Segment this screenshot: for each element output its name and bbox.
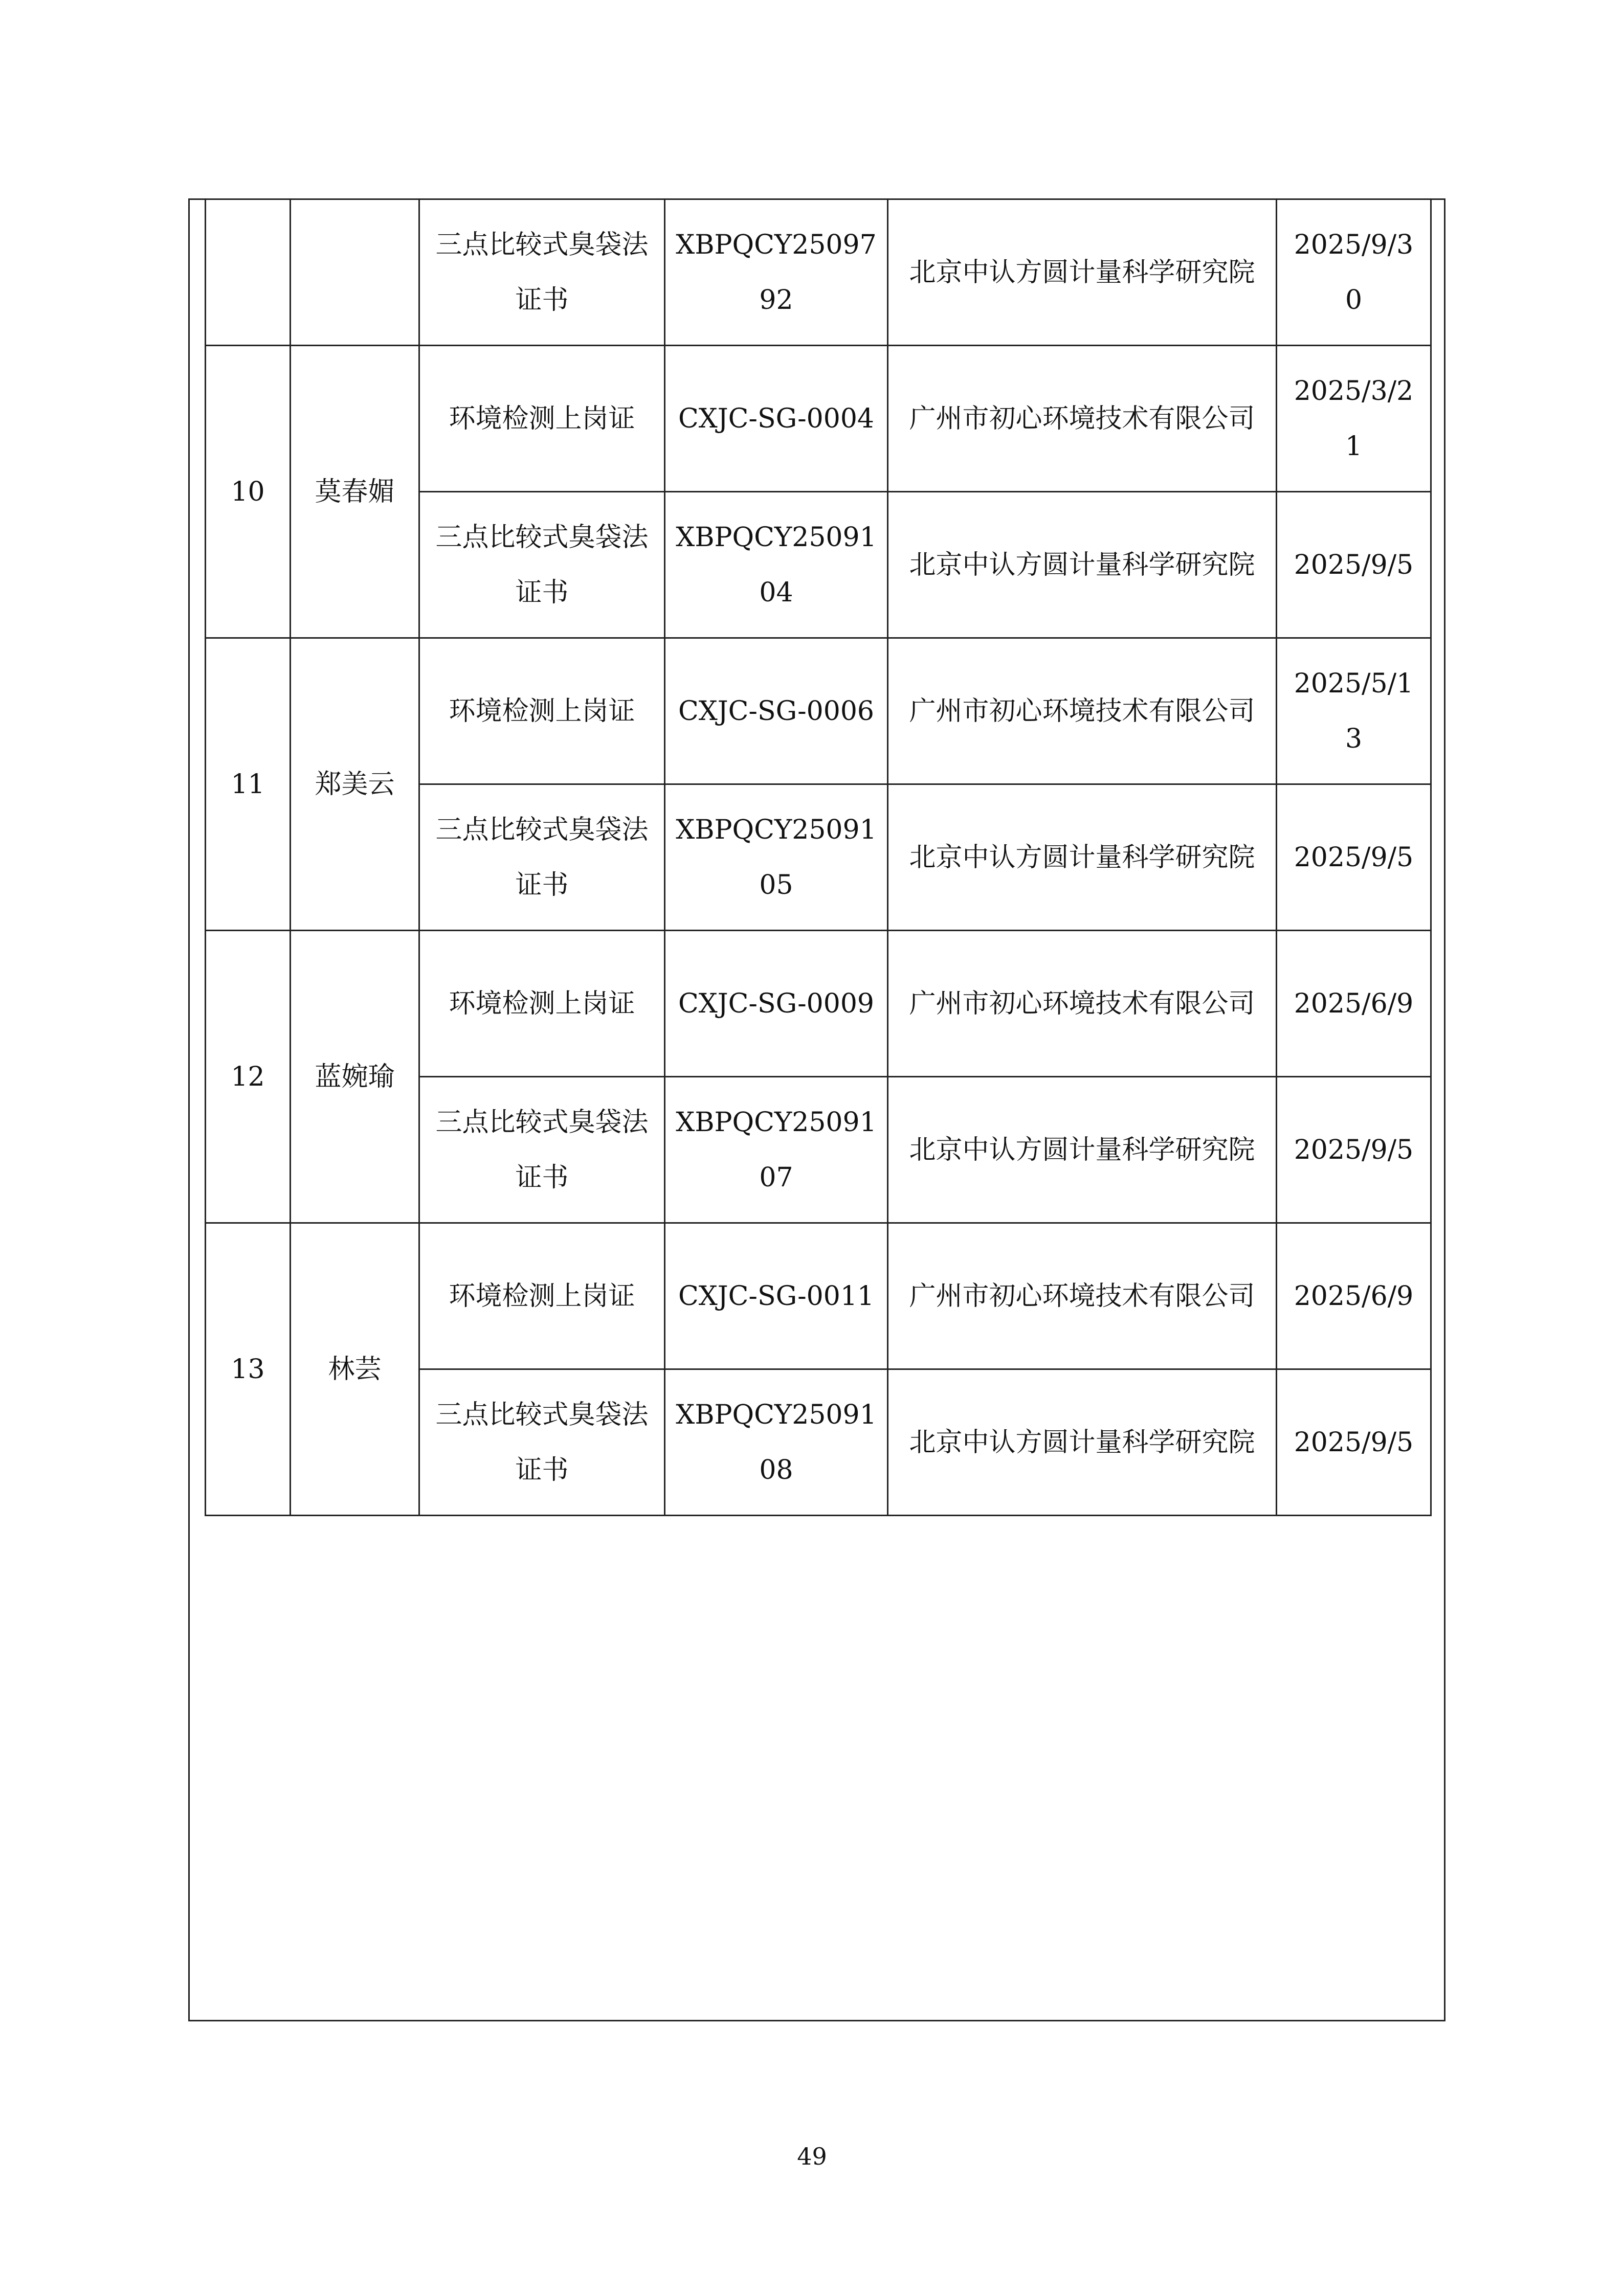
cert-number-cell: XBPQCY2509107 — [665, 1077, 888, 1223]
table-row — [206, 931, 1431, 1077]
cert-cell: 环境检测上岗证 — [419, 1223, 665, 1369]
issuer-cell: 北京中认方圆计量科学研究院 — [888, 1369, 1277, 1516]
certificate-table — [205, 198, 1432, 1516]
no-cell — [206, 199, 291, 346]
cert-number-cell: CXJC-SG-0004 — [665, 346, 888, 492]
issuer-cell: 广州市初心环境技术有限公司 — [888, 931, 1277, 1077]
table-row — [206, 199, 1431, 346]
date-cell: 2025/6/9 — [1277, 1223, 1431, 1369]
issuer-cell: 北京中认方圆计量科学研究院 — [888, 492, 1277, 638]
cert-number-cell: XBPQCY2509105 — [665, 784, 888, 931]
date-cell: 2025/9/5 — [1277, 1077, 1431, 1223]
name-cell: 郑美云 — [291, 638, 419, 931]
cert-cell: 三点比较式臭袋法证书 — [419, 784, 665, 931]
issuer-cell: 广州市初心环境技术有限公司 — [888, 1223, 1277, 1369]
issuer-cell: 广州市初心环境技术有限公司 — [888, 638, 1277, 784]
date-cell: 2025/6/9 — [1277, 931, 1431, 1077]
date-cell: 2025/9/5 — [1277, 1369, 1431, 1516]
name-cell: 林芸 — [291, 1223, 419, 1516]
table-row — [206, 1223, 1431, 1369]
table-row — [206, 346, 1431, 492]
page-number: 49 — [797, 2143, 827, 2170]
name-cell — [291, 199, 419, 346]
date-cell: 2025/3/21 — [1277, 346, 1431, 492]
cert-cell: 环境检测上岗证 — [419, 638, 665, 784]
issuer-cell: 北京中认方圆计量科学研究院 — [888, 784, 1277, 931]
cert-cell: 三点比较式臭袋法证书 — [419, 199, 665, 346]
cert-number-cell: CXJC-SG-0009 — [665, 931, 888, 1077]
no-cell: 10 — [206, 346, 291, 638]
cert-cell: 三点比较式臭袋法证书 — [419, 492, 665, 638]
issuer-cell: 广州市初心环境技术有限公司 — [888, 346, 1277, 492]
issuer-cell: 北京中认方圆计量科学研究院 — [888, 199, 1277, 346]
cert-number-cell: CXJC-SG-0006 — [665, 638, 888, 784]
cert-number-cell: XBPQCY2509792 — [665, 199, 888, 346]
no-cell: 11 — [206, 638, 291, 931]
date-cell: 2025/5/13 — [1277, 638, 1431, 784]
cert-number-cell: XBPQCY2509104 — [665, 492, 888, 638]
cert-cell: 环境检测上岗证 — [419, 346, 665, 492]
cert-cell: 三点比较式臭袋法证书 — [419, 1077, 665, 1223]
cert-cell: 环境检测上岗证 — [419, 931, 665, 1077]
cert-cell: 三点比较式臭袋法证书 — [419, 1369, 665, 1516]
issuer-cell: 北京中认方圆计量科学研究院 — [888, 1077, 1277, 1223]
no-cell: 12 — [206, 931, 291, 1223]
name-cell: 蓝婉瑜 — [291, 931, 419, 1223]
no-cell: 13 — [206, 1223, 291, 1516]
table-row — [206, 638, 1431, 784]
date-cell: 2025/9/5 — [1277, 784, 1431, 931]
name-cell: 莫春媚 — [291, 346, 419, 638]
cert-number-cell: XBPQCY2509108 — [665, 1369, 888, 1516]
date-cell: 2025/9/5 — [1277, 492, 1431, 638]
cert-number-cell: CXJC-SG-0011 — [665, 1223, 888, 1369]
date-cell: 2025/9/30 — [1277, 199, 1431, 346]
